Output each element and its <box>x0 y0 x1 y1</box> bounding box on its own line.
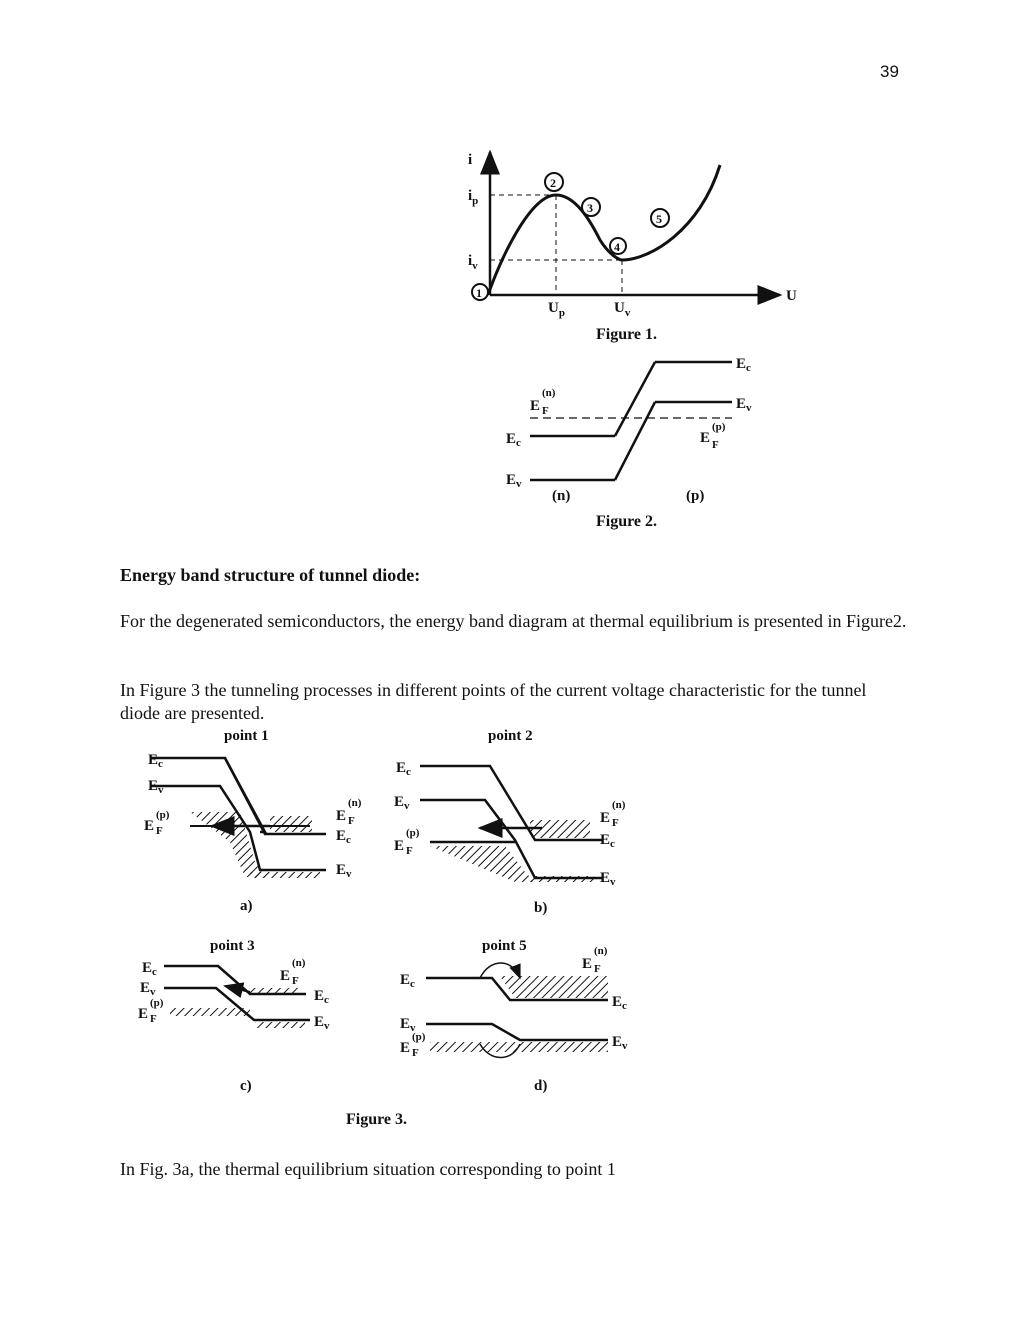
paragraph-2: In Figure 3 the tunneling processes in different points of the current voltage characteristic for the tunnel diode are presented. <box>120 680 867 723</box>
svg-text:E: E <box>600 810 611 826</box>
ec-right-label: $E_c$ <box>736 356 751 374</box>
svg-text:F: F <box>542 405 549 417</box>
ec-slope <box>615 362 655 436</box>
svg-text:(p): (p) <box>412 1031 426 1043</box>
svg-text:F: F <box>156 825 163 837</box>
paragraph-3: In Fig. 3a, the thermal equilibrium situation corresponding to point 1 <box>120 1159 616 1179</box>
svg-text:F: F <box>612 817 619 829</box>
panel-d-point-5 <box>400 938 628 1094</box>
svg-text:Ev: $E_v$ <box>600 870 616 888</box>
svg-text:Ec: $E_c$ <box>396 760 411 778</box>
svg-text:(n): (n) <box>542 387 556 399</box>
svg-text:b): b) <box>534 900 548 916</box>
section-heading: Energy band structure of tunnel diode: <box>120 565 421 585</box>
svg-text:Ec: $E_c$ <box>148 752 163 770</box>
svg-text:E: E <box>400 1040 411 1056</box>
iv-curve <box>488 165 720 295</box>
svg-text:E: E <box>336 808 347 824</box>
svg-text:1: 1 <box>476 286 482 300</box>
svg-text:(n): (n) <box>612 799 626 811</box>
svg-text:(p): (p) <box>406 827 420 839</box>
ev-right-label: $E_v$ <box>736 396 752 414</box>
point-marker-5 <box>651 209 669 227</box>
panel-a-point-1 <box>144 728 362 914</box>
svg-text:c): c) <box>240 1078 252 1094</box>
svg-text:E: E <box>144 818 155 834</box>
svg-text:point 5: point 5 <box>482 938 527 954</box>
svg-text:F: F <box>412 1047 419 1059</box>
y-axis-label: i <box>468 152 473 168</box>
svg-text:Ev: $E_v$ <box>394 794 410 812</box>
svg-text:Ec: $E_c$ <box>400 972 415 990</box>
svg-text:Ec: $E_c$ <box>600 832 615 850</box>
svg-text:(p): (p) <box>156 809 170 821</box>
svg-text:2: 2 <box>550 176 556 190</box>
svg-text:point 2: point 2 <box>488 728 533 744</box>
figure-2 <box>500 350 770 535</box>
svg-text:(n): (n) <box>348 797 362 809</box>
svg-text:F: F <box>712 439 719 451</box>
svg-text:Ec: $E_c$ <box>336 828 351 846</box>
svg-text:Ev: $E_v$ <box>140 980 156 998</box>
point-marker-4 <box>610 238 626 254</box>
svg-text:E: E <box>138 1006 149 1022</box>
ev-slope <box>615 402 655 480</box>
svg-text:E: E <box>394 838 405 854</box>
paragraph-1: For the degenerated semiconductors, the energy band diagram at thermal equilibrium is presented in Figure2. <box>120 611 907 631</box>
svg-text:F: F <box>292 975 299 987</box>
svg-text:Ev: $E_v$ <box>336 862 352 880</box>
figure-3-caption: Figure 3. <box>346 1111 408 1128</box>
up-label: $U_p$ <box>548 300 565 319</box>
x-axis-label: U <box>786 288 797 304</box>
svg-text:point 3: point 3 <box>210 938 255 954</box>
efn-label: E <box>530 398 541 414</box>
region-n-label: (n) <box>552 488 571 504</box>
figure-1-caption: Figure 1. <box>596 326 658 343</box>
panel-b-point-2 <box>394 728 626 916</box>
svg-text:4: 4 <box>614 240 620 254</box>
iv-label: $i_v$ <box>468 253 478 272</box>
svg-text:Ev: $E_v$ <box>148 778 164 796</box>
svg-text:F: F <box>348 815 355 827</box>
svg-text:(p): (p) <box>150 997 164 1009</box>
point-marker-2 <box>545 173 563 191</box>
svg-text:F: F <box>594 963 601 975</box>
svg-text:(n): (n) <box>594 945 608 957</box>
ec-left-label: $E_c$ <box>506 431 521 449</box>
efp-label: E <box>700 430 711 446</box>
svg-text:a): a) <box>240 898 253 914</box>
figure-3 <box>130 722 650 1134</box>
svg-text:d): d) <box>534 1078 548 1094</box>
uv-label: $U_v$ <box>614 300 631 319</box>
svg-text:F: F <box>406 845 413 857</box>
svg-text:5: 5 <box>656 212 662 226</box>
page-number: 39 <box>880 62 899 81</box>
svg-text:Ev: $E_v$ <box>314 1014 330 1032</box>
svg-text:E: E <box>582 956 593 972</box>
svg-text:3: 3 <box>587 201 593 215</box>
svg-text:E: E <box>280 968 291 984</box>
svg-text:Ec: $E_c$ <box>612 994 627 1012</box>
svg-text:(p): (p) <box>712 421 726 433</box>
region-p-label: (p) <box>686 488 705 504</box>
panel-c-point-3 <box>138 938 330 1094</box>
svg-text:Ec: $E_c$ <box>314 988 329 1006</box>
svg-text:Ec: $E_c$ <box>142 960 157 978</box>
point-marker-3 <box>582 198 600 216</box>
svg-text:F: F <box>150 1013 157 1025</box>
point-marker-1 <box>472 284 488 300</box>
svg-text:point 1: point 1 <box>224 728 269 744</box>
svg-text:(n): (n) <box>292 957 306 969</box>
svg-text:Ev: $E_v$ <box>400 1016 416 1034</box>
ev-left-label: $E_v$ <box>506 472 522 490</box>
figure-2-caption: Figure 2. <box>596 513 658 530</box>
svg-text:Ev: $E_v$ <box>612 1034 628 1052</box>
figure-1 <box>460 140 810 350</box>
ip-label: $i_p$ <box>468 188 479 207</box>
